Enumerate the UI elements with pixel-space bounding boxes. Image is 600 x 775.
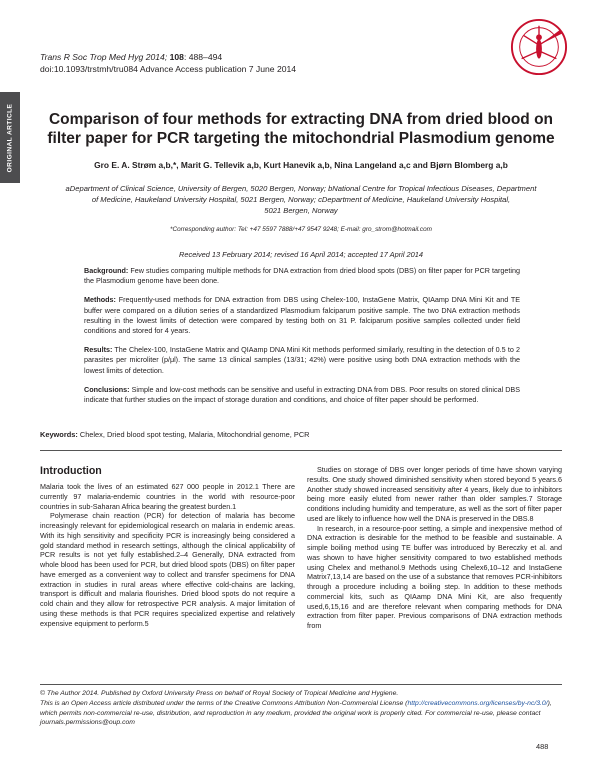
license-link[interactable]: http://creativecommons.org/licenses/by-nc/3.0/: [407, 699, 548, 707]
page-number: 488: [536, 742, 549, 751]
section-divider: [40, 450, 562, 451]
intro-paragraph: In research, in a resource-poor setting, a simple and inexpensive method of DNA extraction is desirable for the method to be feasible and sustainable. A simple boiling method using TE buffer was introduced by Bereczky et al. and was shown to have higher sensitivity compared to two established methods using Chelex and methanol.9 Methods using Chelex6,10–12 and InstaGene Matrix7,13,14 are based on the use of a substance that removes PCR-inhibitors through a procedure including a boiling step. In addition to these methods commercial kits, such as QIAamp DNA Mini Kit, are also frequently used,6,15,16 and are therefore relevant when comparing methods for DNA extraction from filter paper. Previous comparisons of DNA extraction methods from: [307, 523, 562, 630]
article-type-label: ORIGINAL ARTICLE: [6, 103, 14, 172]
intro-paragraph: Studies on storage of DBS over longer periods of time have shown varying results. One study showed diminished sensitivity when stored beyond 5 years.6 Another study showed increased sensitivity after 4 years, likely due to inhibitors being more easily eluted from newer rather than older samples.7 Storage conditions including humidity and temperature, as well as the sort of filter paper used are likely to influence how well the DNA is preserved in the DBS.8: [307, 465, 562, 523]
intro-column-right: [307, 465, 562, 631]
license-footer: [40, 689, 562, 728]
intro-column-left: [40, 482, 295, 628]
intro-paragraph: Malaria took the lives of an estimated 627 000 people in 2012.1 There are currently 97 malaria-endemic countries in the world with resource-poor countries in sub-Saharan Africa bearing the greatest burden.1: [40, 482, 295, 511]
doi-line: doi:10.1093/trstmh/tru084 Advance Access publication 7 June 2014: [40, 64, 297, 74]
citation-pages: : 488–494: [183, 52, 223, 62]
article-dates: Received 13 February 2014; revised 16 April 2014; accepted 17 April 2014: [179, 250, 423, 259]
citation-volume: 108: [169, 52, 184, 62]
article-type-sidebar: [0, 92, 20, 183]
license-text: This is an Open Access article distributed under the terms of the Creative Commons Attribution Non-Commercial License (http://creativecommons.org/licenses/by-nc/3.0/), which permits non-commercial re-use, distribution, and reproduction in any medium, provided the original work is properly cited. For commercial re-use, please contact journals.permissions@oup.com: [40, 699, 552, 727]
author-list: Gro E. A. Strøm a,b,*, Marit G. Tellevik a,b, Kurt Hanevik a,b, Nina Langeland a,c and Bjørn Blomberg a,b: [94, 160, 508, 170]
mosquito-seal-icon: [510, 18, 568, 76]
journal-citation: [40, 51, 296, 75]
affiliation-line: 5021 Bergen, Norway: [264, 206, 338, 216]
introduction-heading: Introduction: [40, 465, 102, 477]
abstract-results: Results: The Chelex-100, InstaGene Matrix and QIAamp DNA Mini Kit methods performed similarly, resulting in the detection of 0.5 to 2 parasites per microliter (p/μl). The same 13 clinical samples (13/31; 42%) were positive using both DNA extraction methods with the lowest limits of detection.: [84, 345, 521, 375]
keywords: [40, 430, 562, 439]
affiliation-line: of Medicine, Haukeland University Hospital, 5021 Bergen, Norway; cDepartment of Medicine, Haukeland University Hospital,: [91, 195, 511, 205]
affiliation-line: aDepartment of Clinical Science, University of Bergen, 5020 Bergen, Norway; bNational Centre for Tropical Infectious Diseases, Department: [65, 184, 537, 193]
abstract-conclusions: Conclusions: Simple and low-cost methods can be sensitive and useful in extracting DNA from DBS. Poor results on stored clinical DBS indicate that further studies on the impact of storage duration and conditions, and choice of filter paper should be performed.: [84, 384, 521, 405]
article-title: Comparison of four methods for extracting DNA from dried blood on filter paper for PCR targeting the mitochondrial Plasmodium genome: [47, 111, 555, 147]
citation-prefix: Trans R Soc Trop Med Hyg 2014;: [40, 52, 170, 62]
abstract: [84, 266, 520, 414]
corresponding-author: *Corresponding author: Tel: +47 5597 7888/+47 9547 9248; E-mail: gro_strom@hotmail.com: [169, 226, 433, 233]
intro-paragraph: Polymerase chain reaction (PCR) for detection of malaria has become increasingly relevant for epidemiological research on malaria in endemic areas. With its high sensitivity and specificity PCR is increasingly being considered a gold standard method in research settings, although the clinical applicability of PCR results is not yet fully established.2–4 Generally, DNA extracted from whole blood has been used for PCR, but dried blood spots (DBS) on filter paper have emerged as a convenient way to collect and transfer specimens for DNA extraction in studies in rural areas where effective cold-chains are lacking, transport is difficult and malaria flourishes. Dried blood spots do not require a cold chain and they allow for retrospective PCR analysis. A major limitation of using these methods is that PCR requires specialized expertise and relatively expensive equipment to perform.5: [40, 511, 295, 628]
keywords-label: Keywords:: [40, 430, 78, 439]
abstract-background: Background: Few studies comparing multiple methods for DNA extraction from dried blood spots (DBS) on filter paper for PCR targeting the Plasmodium genome have been done.: [84, 266, 521, 286]
footer-divider: [40, 684, 562, 685]
abstract-methods: Methods: Frequently-used methods for DNA extraction from DBS using Chelex-100, InstaGene Matrix, QIAamp DNA Mini Kit and TE buffer were compared on a dilution series of a standardized Plasmodium falciparum positive sample. The two DNA extraction methods resulting in the lowest limits of detection were compared by testing both on 31 P. falciparum positive samples collected under field conditions and stored for 4 years.: [84, 295, 520, 336]
affiliations: [40, 183, 562, 217]
citation-line: [40, 51, 296, 63]
keywords-list: Chelex, Dried blood spot testing, Malaria, Mitochondrial genome, PCR: [79, 430, 310, 439]
copyright-line: © The Author 2014. Published by Oxford University Press on behalf of Royal Society of Tropical Medicine and Hygiene.: [40, 690, 399, 697]
